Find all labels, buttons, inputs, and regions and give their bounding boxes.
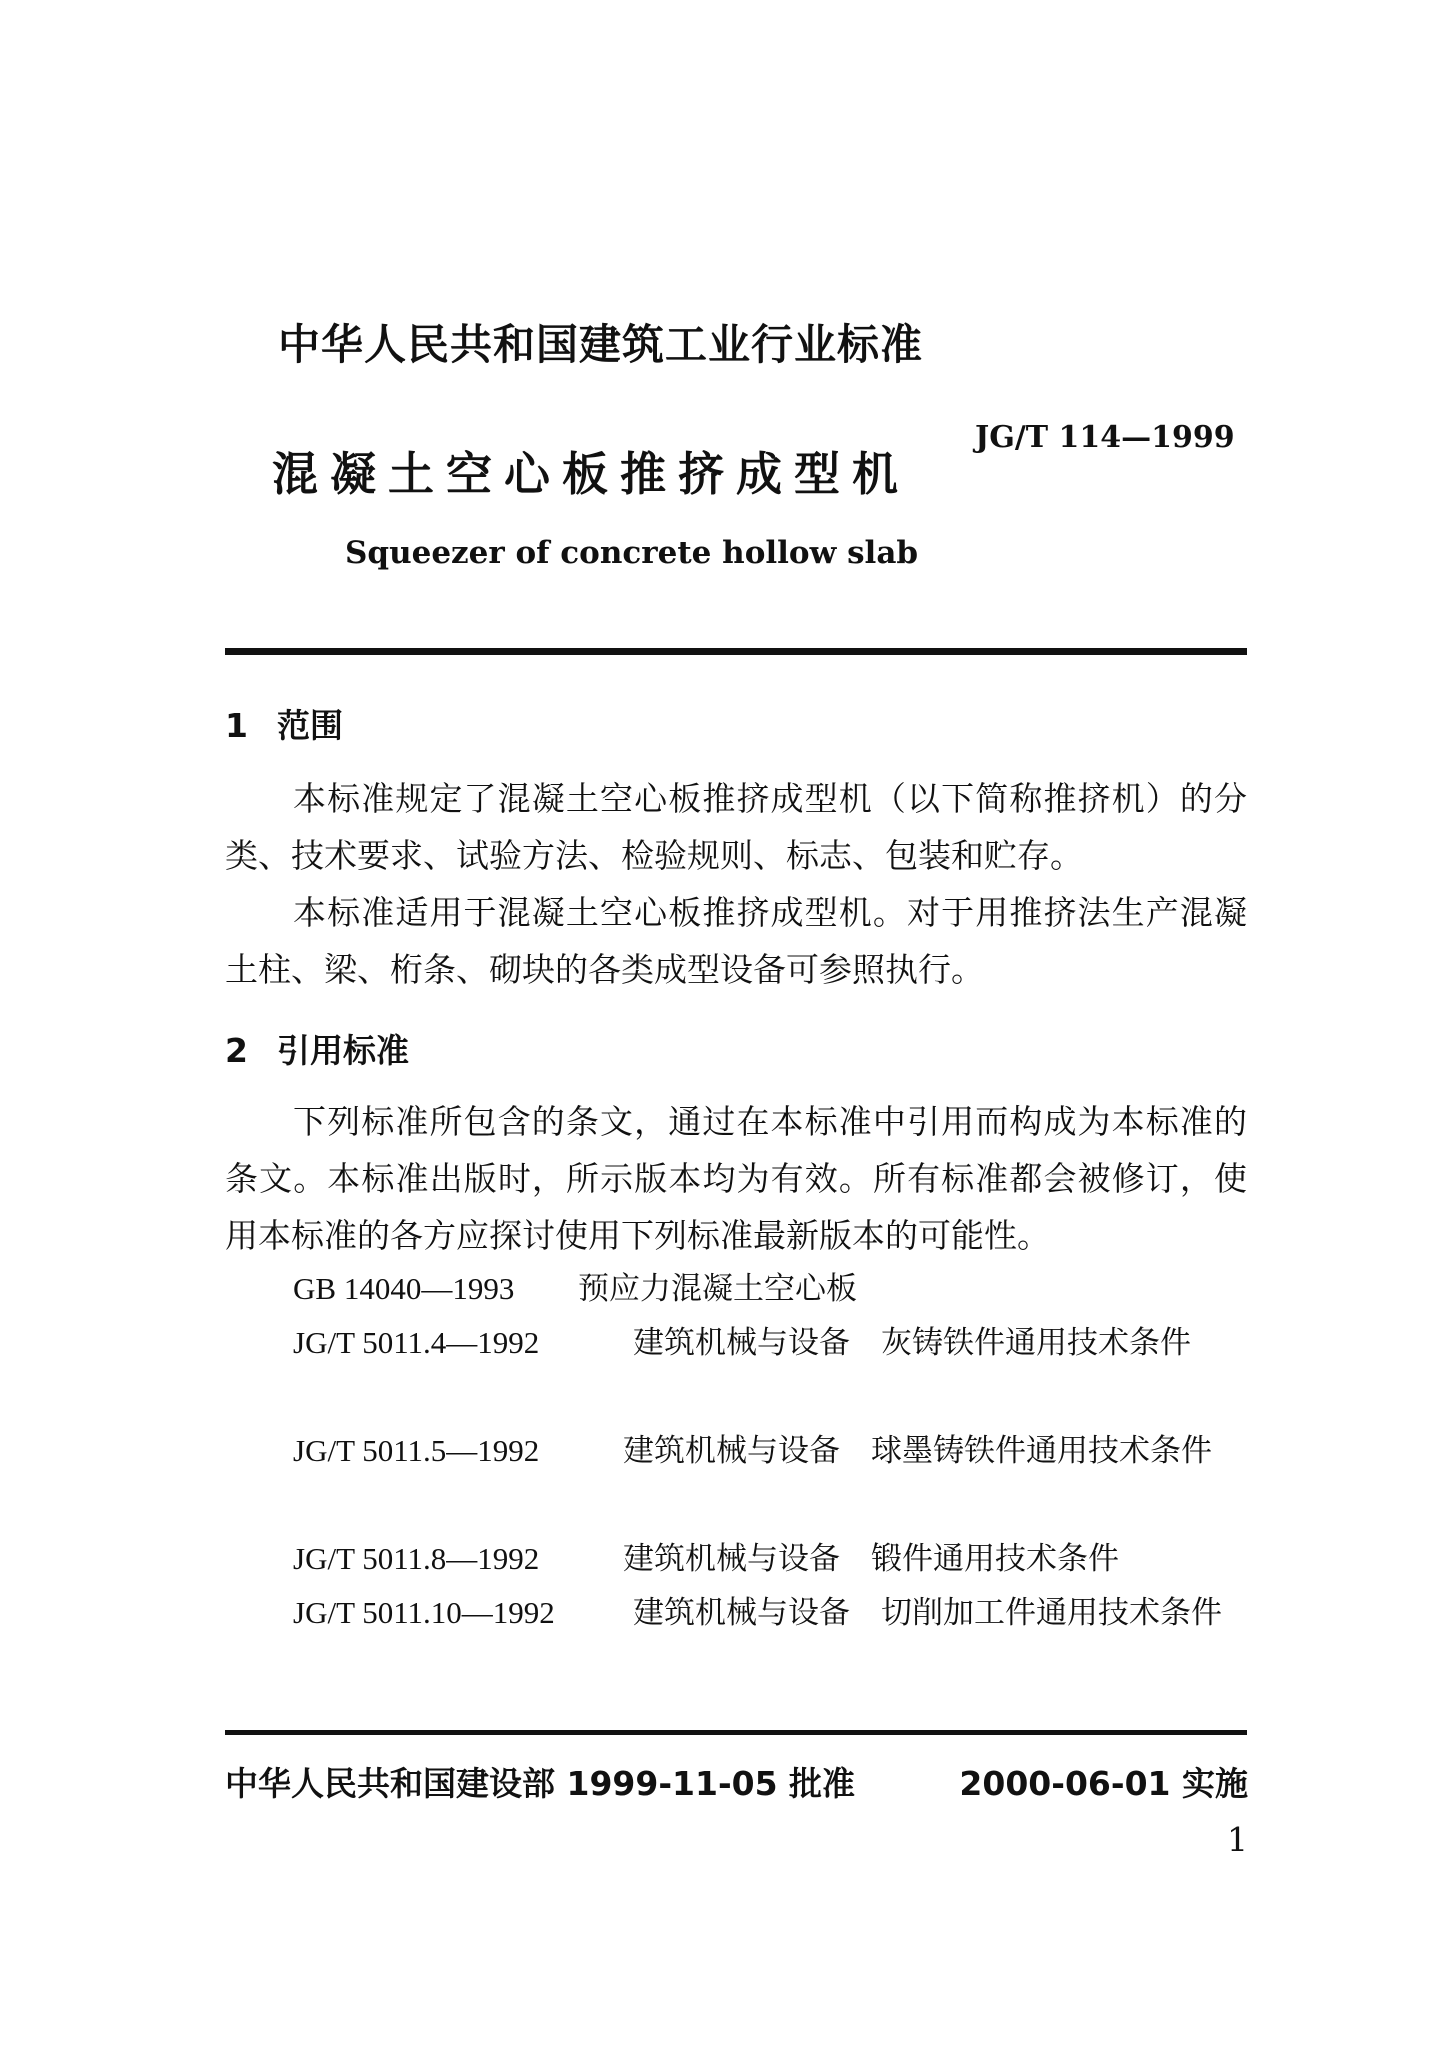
reference-code: JG/T 5011.5—1992 [293, 1433, 540, 1468]
paragraph: 本标准适用于混凝土空心板推挤成型机。对于用推挤法生产混凝土柱、梁、桁条、砌块的各类成型设备可参照执行。 [225, 893, 1247, 989]
reference-code: JG/T 5011.10—1992 [293, 1595, 555, 1630]
reference-code: GB 14040—1993 [293, 1271, 515, 1306]
org-title: 中华人民共和国建筑工业行业标准 [278, 320, 924, 369]
reference-code: JG/T 5011.8—1992 [293, 1541, 540, 1576]
section-title: 引用标准 [277, 1031, 409, 1070]
standard-number: JG/T 114—1999 [975, 420, 1235, 455]
reference-code: JG/T 5011.4—1992 [293, 1325, 540, 1360]
paragraph: 下列标准所包含的条文，通过在本标准中引用而构成为本标准的条文。本标准出版时，所示版本均为有效。所有标准都会被修订，使用本标准的各方应探讨使用下列标准最新版本的可能性。 [225, 1102, 1247, 1255]
reference-title: 建筑机械与设备 锻件通用技术条件 [623, 1541, 1119, 1577]
section-number: 2 [225, 1031, 248, 1070]
reference-item [293, 1532, 1119, 1586]
reference-title: 建筑机械与设备 灰铸铁件通用技术条件 [633, 1325, 1191, 1361]
standard-title: 混凝土空心板推挤成型机 [272, 447, 910, 501]
section-2-heading [225, 1025, 409, 1072]
section-number: 1 [225, 706, 248, 745]
page-number: 1 [1227, 1820, 1248, 1859]
section-title: 范围 [277, 706, 343, 745]
reference-title: 建筑机械与设备 切削加工件通用技术条件 [633, 1595, 1222, 1631]
reference-title: 建筑机械与设备 球墨铸铁件通用技术条件 [623, 1433, 1212, 1469]
reference-title: 预应力混凝土空心板 [578, 1271, 857, 1307]
reference-item [293, 1262, 857, 1316]
approval-info: 中华人民共和国建设部 1999-11-05 批准 [225, 1764, 856, 1803]
top-rule [225, 648, 1247, 655]
paragraph: 本标准规定了混凝土空心板推挤成型机（以下简称推挤机）的分类、技术要求、试验方法、检验规则、标志、包装和贮存。 [225, 779, 1247, 875]
section-1-heading [225, 700, 343, 747]
reference-item [293, 1586, 1247, 1640]
english-title: Squeezer of concrete hollow slab [345, 535, 919, 571]
reference-item [293, 1316, 1247, 1370]
bottom-rule [225, 1730, 1247, 1735]
effective-date: 2000-06-01 实施 [959, 1764, 1248, 1803]
reference-item [293, 1424, 1247, 1478]
